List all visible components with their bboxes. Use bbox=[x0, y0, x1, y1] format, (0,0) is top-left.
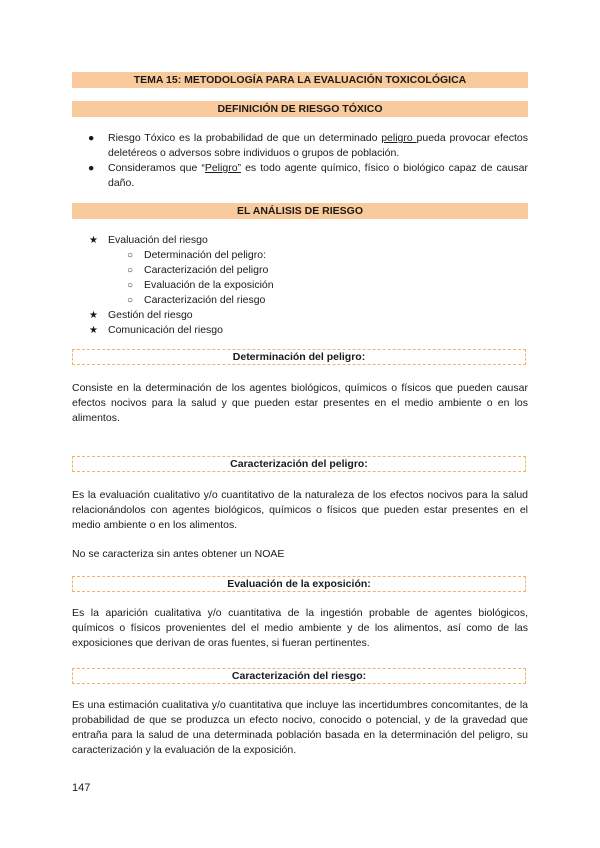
list-item: ○ Caracterización del peligro bbox=[127, 264, 269, 276]
risk-analysis-outline bbox=[72, 233, 528, 338]
chapter-title-bar: TEMA 15: METODOLOGÍA PARA LA EVALUACIÓN TOXICOLÓGICA bbox=[72, 72, 528, 88]
list-item: ★ Evaluación del riesgo bbox=[89, 234, 208, 246]
peligro-term: peligro bbox=[381, 132, 417, 144]
section-heading-caracterizacion-peligro: Caracterización del peligro: bbox=[72, 456, 526, 472]
star-bullet-icon: ★ bbox=[89, 310, 98, 321]
circle-bullet-icon: ○ bbox=[127, 265, 134, 276]
analysis-heading-bar: EL ANÁLISIS DE RIESGO bbox=[72, 203, 528, 219]
note-noae: No se caracteriza sin antes obtener un NOAE bbox=[72, 548, 285, 560]
list-item: ★ Gestión del riesgo bbox=[89, 309, 193, 321]
section-heading-determinacion: Determinación del peligro: bbox=[72, 349, 526, 365]
bullet-dot-icon: ● bbox=[88, 132, 95, 144]
list-item: ★ Comunicación del riesgo bbox=[89, 324, 223, 336]
circle-bullet-icon: ○ bbox=[127, 250, 134, 261]
paragraph-determinacion: Consiste en la determinación de los agentes biológicos, químicos o físicos que pueden causar efectos nocivos para la salud y que pueden estar presentes en el medio ambiente o en los alimentos. bbox=[72, 382, 528, 424]
circle-bullet-icon: ○ bbox=[127, 295, 134, 306]
bullet-dot-icon: ● bbox=[88, 162, 95, 174]
list-item: ○ Determinación del peligro: bbox=[127, 249, 266, 261]
section-heading-caracterizacion-riesgo: Caracterización del riesgo: bbox=[72, 668, 526, 684]
paragraph-caracterizacion-riesgo: Es una estimación cualitativa y/o cuantitativa que incluye las incertidumbres concomitantes, de la probabilidad de que se produzca un efecto nocivo, conocido o potencial, y de la gravedad que entraña para la salud de una determinada población basada en la determinación del peligro, su caracterización y la evaluación de la exposición. bbox=[72, 699, 528, 756]
list-item: ○ Caracterización del riesgo bbox=[127, 294, 266, 306]
list-item: ● Riesgo Tóxico es la probabilidad de que un determinado peligro pueda provocar efectos deletéreos o adversos sobre individuos o grupos de población. bbox=[88, 132, 528, 159]
paragraph-evaluacion-exposicion: Es la aparición cualitativa y/o cuantitativa de la ingestión probable de agentes biológicos, químicos o físicos provenientes del el medio ambiente y de los alimentos, así como de las exposiciones que derivan de oras fuentes, si fueran pertinentes. bbox=[72, 607, 528, 649]
star-bullet-icon: ★ bbox=[89, 235, 98, 246]
star-bullet-icon: ★ bbox=[89, 325, 98, 336]
peligro-term: Peligro” bbox=[204, 162, 242, 174]
paragraph-caracterizacion-peligro: Es la evaluación cualitativo y/o cuantitativo de la naturaleza de los efectos nocivos para la salud relacionándolos con agentes biológicos, químicos o físicos que pueden estar presentes en el medio ambiente o en los alimentos. bbox=[72, 489, 528, 531]
circle-bullet-icon: ○ bbox=[127, 280, 134, 291]
section-heading-evaluacion-exposicion: Evaluación de la exposición: bbox=[72, 576, 526, 592]
definition-heading-bar: DEFINICIÓN DE RIESGO TÓXICO bbox=[72, 101, 528, 117]
definition-bullet-list bbox=[72, 131, 528, 191]
page-number: 147 bbox=[72, 782, 91, 794]
list-item: ○ Evaluación de la exposición bbox=[127, 279, 274, 291]
list-item: ● Consideramos que “Peligro” es todo agente químico, físico o biológico capaz de causar daño. bbox=[88, 162, 528, 189]
